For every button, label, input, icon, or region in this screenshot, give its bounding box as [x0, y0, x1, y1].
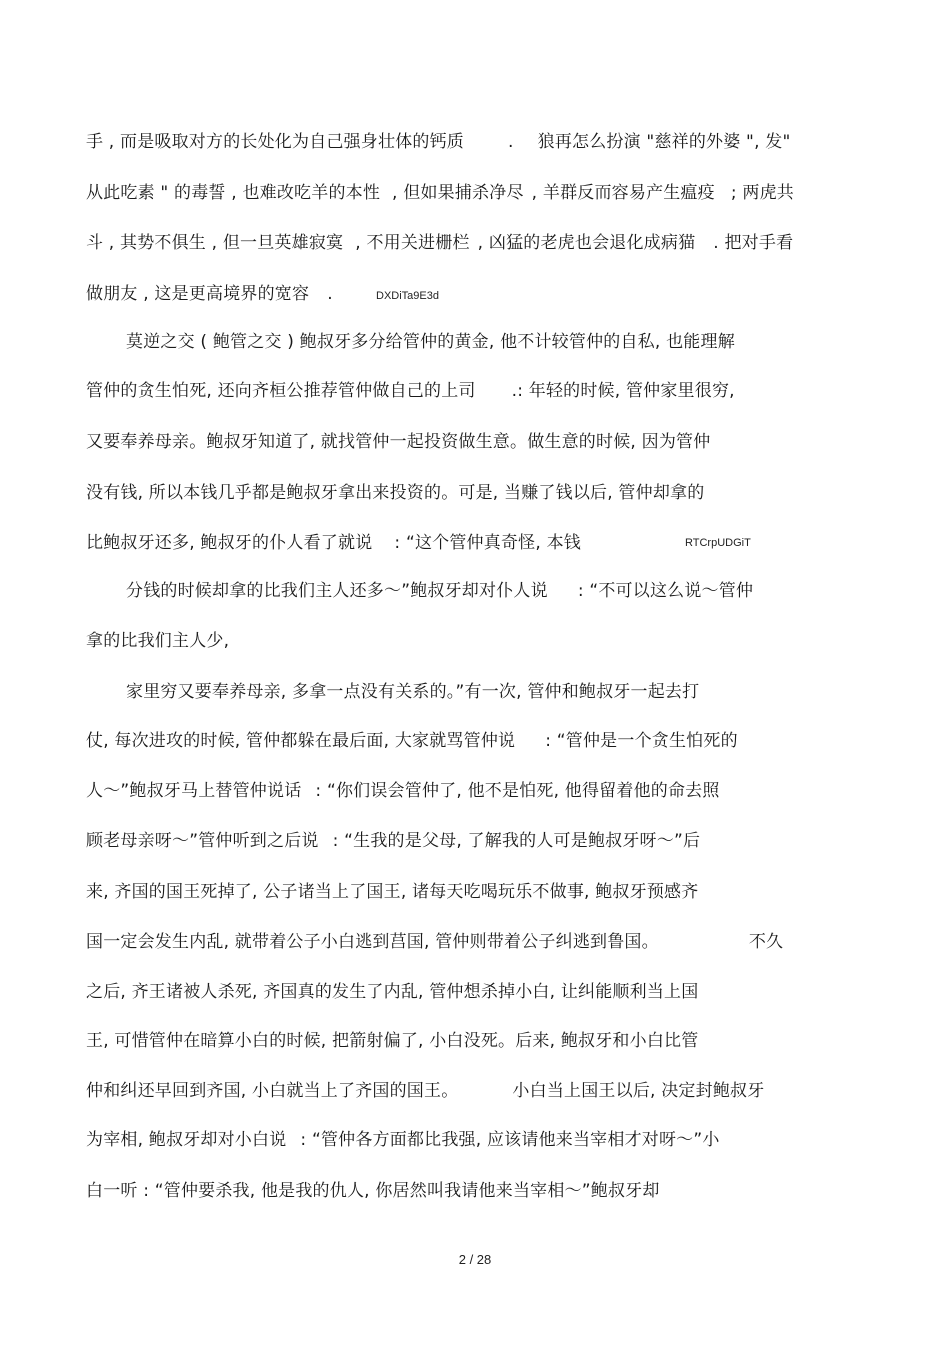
text-segment: . 把对手看	[713, 233, 794, 253]
text-line	[126, 680, 699, 704]
text-line	[86, 930, 783, 954]
text-segment: 仲和纠还早回到齐国, 小白就当上了齐国的国王。	[86, 1081, 459, 1101]
text-segment: 莫逆之交 ( 鲍管之交 ) 鲍叔牙多分给管仲的黄金, 他不计较管仲的自私, 也能理解	[126, 332, 735, 352]
text-segment: 没有钱, 所以本钱几乎都是鲍叔牙拿出来投资的。可是, 当赚了钱以后, 管仲却拿的	[86, 483, 705, 503]
text-segment: 管仲的贪生怕死, 还向齐桓公推荐管仲做自己的上司	[86, 381, 476, 401]
reference-code: DXDiTa9E3d	[376, 290, 439, 302]
text-segment: 之后, 齐王诸被人杀死, 齐国真的发生了内乱, 管仲想杀掉小白, 让纠能顺利当上国	[86, 982, 699, 1002]
text-line	[126, 579, 753, 603]
text-segment: , 但如果捕杀净尽	[392, 183, 524, 203]
text-segment: 国一定会发生内乱, 就带着公子小白逃到莒国, 管仲则带着公子纠逃到鲁国。	[86, 932, 659, 952]
text-line	[86, 829, 700, 853]
text-segment: 家里穷又要奉养母亲, 多拿一点没有关系的。”有一次, 管仲和鲍叔牙一起去打	[126, 682, 700, 702]
text-line	[86, 130, 791, 154]
text-line	[86, 1079, 764, 1103]
text-segment: : “你们误会管仲了, 他不是怕死, 他得留着他的命去照	[315, 781, 720, 801]
text-segment: 顾老母亲呀～”管仲听到之后说	[86, 831, 319, 851]
text-segment: ; 两虎共	[730, 183, 795, 203]
text-line	[86, 379, 735, 403]
text-line	[86, 181, 794, 205]
text-segment: 不久	[748, 932, 784, 952]
text-segment: 又要奉养母亲。鲍叔牙知道了, 就找管仲一起投资做生意。做生意的时候, 因为管仲	[86, 432, 711, 452]
text-segment: 人～”鲍叔牙马上替管仲说话	[86, 781, 302, 801]
text-line	[86, 430, 710, 454]
text-segment: 做朋友 , 这是更高境界的宽容	[86, 284, 310, 304]
text-line	[126, 330, 735, 354]
page-number: 2 / 28	[458, 1252, 492, 1267]
text-segment: .	[327, 284, 333, 304]
text-line	[86, 231, 793, 255]
text-line	[86, 282, 333, 306]
text-segment: 仗, 每次进攻的时候, 管仲都躲在最后面, 大家就骂管仲说	[86, 731, 516, 751]
text-segment: 白一听 : “管仲要杀我, 他是我的仇人, 你居然叫我请他来当宰相～”鲍叔牙却	[86, 1181, 660, 1201]
text-segment: 小白当上国王以后, 决定封鲍叔牙	[512, 1081, 765, 1101]
text-segment: 从此吃素 " 的毒誓 , 也难改吃羊的本性	[86, 183, 381, 203]
text-segment: 为宰相, 鲍叔牙却对小白说	[86, 1130, 287, 1150]
text-segment: 比鲍叔牙还多, 鲍叔牙的仆人看了就说	[86, 533, 373, 553]
text-line	[86, 729, 738, 753]
text-segment: 来, 齐国的国王死掉了, 公子诸当上了国王, 诸每天吃喝玩乐不做事, 鲍叔牙预感齐	[86, 882, 699, 902]
text-segment: , 不用关进栅栏	[355, 233, 470, 253]
text-segment: 狼再怎么扮演 "慈祥的外婆 ", 发"	[537, 132, 791, 152]
text-segment: 分钱的时候却拿的比我们主人还多～”鲍叔牙却对仆人说	[126, 581, 548, 601]
text-segment: , 羊群反而容易产生瘟疫	[531, 183, 715, 203]
text-segment: : “管仲是一个贪生怕死的	[545, 731, 738, 751]
text-segment: , 凶猛的老虎也会退化成病猫	[477, 233, 696, 253]
text-line	[86, 779, 720, 803]
text-segment: 手 , 而是吸取对方的长处化为自己强身壮体的钙质	[86, 132, 465, 152]
text-line	[86, 1128, 720, 1152]
text-line	[86, 481, 704, 505]
text-line	[86, 531, 581, 555]
text-segment: : “生我的是父母, 了解我的人可是鲍叔牙呀～”后	[332, 831, 701, 851]
text-segment: : “管仲各方面都比我强, 应该请他来当宰相才对呀～”小	[300, 1130, 720, 1150]
reference-code: RTCrpUDGiT	[685, 537, 751, 549]
text-segment: 王, 可惜管仲在暗算小白的时候, 把箭射偏了, 小白没死。后来, 鲍叔牙和小白比管	[86, 1031, 699, 1051]
text-line	[86, 1029, 698, 1053]
text-segment: : “这个管仲真奇怪, 本钱	[394, 533, 581, 553]
text-line	[86, 880, 698, 904]
text-segment: 拿的比我们主人少,	[86, 631, 230, 651]
text-segment: 斗 , 其势不俱生 , 但一旦英雄寂寞	[86, 233, 344, 253]
text-segment: : “不可以这么说～管仲	[577, 581, 754, 601]
text-segment: .	[508, 132, 514, 152]
text-line	[86, 980, 698, 1004]
text-segment: .: 年轻的时候, 管仲家里很穷,	[511, 381, 735, 401]
text-line	[86, 629, 229, 653]
text-line	[86, 1179, 660, 1203]
